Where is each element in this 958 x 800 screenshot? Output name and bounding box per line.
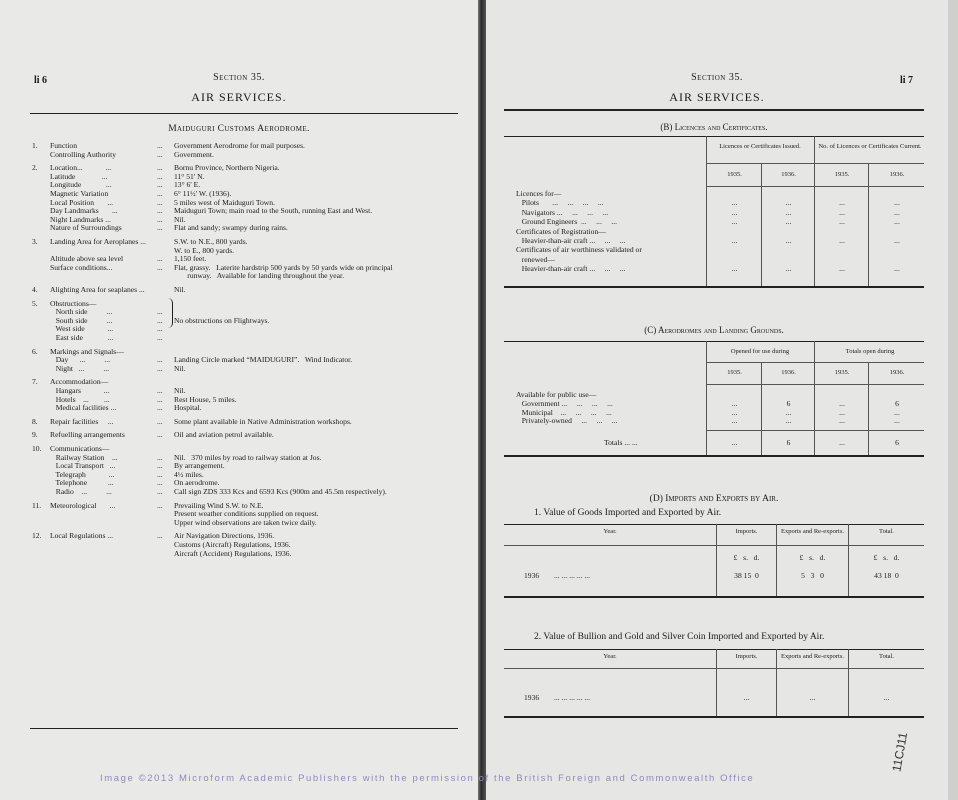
item-value: Aircraft (Accident) Regulations, 1936.: [174, 548, 292, 558]
item-value: Oil and aviation petrol available.: [174, 430, 274, 440]
table-cell: ...: [785, 416, 792, 426]
totals-cell: 6: [895, 438, 899, 447]
value-cell: 43 18 0: [874, 571, 899, 580]
item-number: 6.: [32, 346, 38, 356]
licences-issued-header: Licences or Certificates Issued.: [719, 143, 801, 150]
item-value: Rest House, 5 miles.: [174, 394, 237, 404]
item-dots: ...: [157, 315, 163, 325]
value-cell: ...: [883, 693, 890, 702]
table-cell: ...: [785, 207, 792, 217]
left-page-title: AIR SERVICES.: [191, 90, 287, 104]
item-dots: ...: [157, 531, 163, 541]
item-label: Latitude ...: [50, 171, 108, 181]
table-row-label: Pilots ... ... ... ...: [516, 198, 604, 208]
table-cell: ...: [785, 264, 792, 274]
item-dots: ...: [157, 333, 163, 342]
table-cell: ...: [731, 217, 738, 227]
item-label: Telegraph ...: [50, 469, 115, 479]
table-row-label: Heavier-than-air craft ... ... ...: [516, 236, 626, 245]
item-value: No obstructions on Flightways.: [174, 315, 270, 325]
item-dots: ...: [157, 189, 163, 198]
aer-hline: [706, 384, 924, 385]
aer-hline: [706, 362, 924, 363]
table-cell: ...: [785, 198, 792, 208]
table-cell: ...: [785, 236, 792, 245]
item-value: Some plant available in Native Administration workshops.: [174, 416, 352, 426]
year-header: 1935.: [727, 369, 742, 376]
right-page-number: li 7: [900, 75, 914, 86]
item-value: Government Aerodrome for mail purposes.: [174, 141, 305, 150]
item-dots: ...: [157, 223, 163, 233]
item-dots: ...: [157, 141, 163, 150]
bullion-hline: [504, 668, 924, 669]
value-cell: ...: [743, 693, 750, 702]
item-label: Location... ...: [50, 163, 112, 173]
item-value: 4½ miles.: [174, 469, 204, 479]
left-title-rule: [30, 113, 458, 114]
item-dots: ...: [157, 394, 163, 404]
item-label: Nature of Surroundings: [50, 223, 122, 233]
item-label: Meteorological ...: [50, 500, 116, 510]
item-label: Controlling Authority: [50, 149, 117, 159]
goods-hline: [504, 545, 924, 546]
aer-hline: [706, 430, 924, 431]
item-dots: ...: [157, 416, 163, 426]
item-dots: ...: [157, 197, 163, 207]
item-label: Markings and Signals—: [50, 346, 124, 356]
item-number: 10.: [32, 444, 42, 453]
year-header: 1935.: [727, 171, 742, 178]
table-cell: ...: [894, 416, 900, 426]
aerodromes-heading: (C) Aerodromes and Landing Grounds.: [644, 325, 784, 335]
item-label: Radio ... ...: [50, 487, 112, 496]
table-cell: ...: [839, 416, 845, 426]
item-value: Flat and sandy; swampy during rains.: [174, 223, 288, 233]
table-cell: ...: [731, 207, 738, 217]
book-gutter: [478, 0, 486, 800]
licences-bottom-rule: [504, 286, 924, 288]
item-dots: ...: [157, 262, 163, 272]
item-value: Call sign ZDS 333 Kcs and 6593 Kcs (900m and 45.5m respectively).: [174, 487, 387, 496]
year-header: 1935.: [834, 171, 850, 178]
table-row-label: Certificates of air worthiness validated or: [516, 245, 642, 255]
item-label: Day Landmarks ...: [50, 206, 118, 216]
item-value: Flat, grassy. Laterite hardstrip 500 yards by 50 yards wide on principal: [174, 262, 393, 272]
item-value: 11° 51' N.: [174, 171, 205, 181]
bullion-bottom-rule: [504, 716, 924, 718]
totals-open-header: Totals open during: [845, 348, 895, 355]
item-number: 8.: [32, 416, 38, 426]
table-row-label: Available for public use—: [516, 390, 597, 399]
item-value: Customs (Aircraft) Regulations, 1936.: [174, 540, 291, 549]
item-label: Repair facilities ...: [50, 416, 114, 426]
item-dots: ...: [157, 206, 163, 216]
table-cell: ...: [894, 407, 900, 417]
table-row-label: Privately-owned ... ... ...: [516, 416, 618, 426]
left-page: [0, 0, 478, 800]
column-header: Total.: [879, 653, 894, 660]
item-value: Present weather conditions supplied on request.: [174, 509, 319, 519]
table-cell: ...: [731, 198, 738, 208]
item-dots: ...: [157, 149, 163, 159]
lic-vline: [706, 136, 707, 286]
left-bottom-rule: [30, 728, 458, 729]
right-page: [486, 0, 948, 800]
left-section-label: Section 35.: [213, 72, 265, 83]
table-row-label: Certificates of Registration—: [516, 226, 606, 236]
lic-vline: [761, 163, 762, 286]
right-page-title: AIR SERVICES.: [669, 90, 765, 104]
table-cell: ...: [894, 207, 900, 217]
item-number: 11.: [32, 500, 42, 510]
aerodromes-top-rule: [504, 341, 924, 342]
item-number: 7.: [32, 377, 38, 387]
aer-vline: [814, 341, 815, 455]
table-cell: ...: [894, 217, 900, 227]
item-value: Upper wind observations are taken twice daily.: [174, 517, 317, 527]
table-cell: ...: [894, 264, 900, 274]
table-row-label: Government ... ... ... ...: [516, 398, 613, 408]
item-value: Government.: [174, 149, 214, 159]
item-label: Altitude above sea level: [50, 254, 124, 264]
totals-label: Totals ... ...: [604, 438, 638, 447]
table-row-label: Navigators ... ... ... ...: [516, 207, 609, 217]
goods-bottom-rule: [504, 596, 924, 598]
year-header: 1935.: [834, 369, 850, 376]
item-value: By arrangement.: [174, 461, 225, 471]
table-cell: ...: [785, 407, 792, 417]
column-header: Exports and Re-exports.: [780, 653, 844, 660]
item-value: Bornu Province, Northern Nigeria.: [174, 163, 280, 173]
table-cell: 6: [786, 398, 791, 408]
table-cell: ...: [839, 217, 845, 227]
item-label: Refuelling arrangements: [50, 430, 125, 440]
licences-current-header: No. of Licences or Certificates Current.: [818, 143, 922, 150]
item-value: Landing Circle marked “MAIDUGURI”. Wind Indicator.: [174, 355, 353, 365]
table-cell: ...: [731, 416, 738, 426]
item-label: Medical facilities ...: [50, 403, 117, 413]
item-number: 3.: [32, 237, 38, 246]
column-header: Year.: [603, 653, 617, 660]
licences-heading: (B) Licences and Certificates.: [660, 122, 768, 132]
units-cell: £ s. d.: [733, 553, 760, 562]
table-cell: ...: [731, 398, 738, 408]
imports-heading: (D) Imports and Exports by Air.: [649, 494, 779, 504]
item-dots: ...: [157, 254, 163, 264]
item-dots: ...: [157, 452, 163, 462]
item-dots: ...: [157, 324, 163, 334]
item-value: Nil.: [174, 285, 186, 294]
column-header: Year.: [603, 528, 617, 535]
item-dots: ...: [157, 214, 163, 224]
item-label: Accommodation—: [50, 377, 109, 387]
item-dots: ...: [157, 355, 163, 365]
table-cell: ...: [839, 198, 845, 208]
goods-subheading: 1. Value of Goods Imported and Exported by Air.: [534, 508, 722, 518]
item-label: South side ...: [50, 315, 113, 325]
item-value: 6° 11½' W. (1936).: [174, 189, 232, 198]
item-value: Nil. 370 miles by road to railway station at Jos.: [174, 452, 322, 462]
item-dots: ...: [157, 461, 163, 471]
item-label: Local Position ...: [50, 197, 114, 207]
value-cell: 38 15 0: [734, 571, 759, 580]
item-number: 1.: [32, 141, 38, 150]
item-number: 5.: [32, 298, 38, 308]
item-number: 4.: [32, 285, 38, 294]
item-value: Hospital.: [174, 403, 202, 413]
item-label: Magnetic Variation: [50, 189, 109, 198]
item-dots: ...: [157, 487, 163, 496]
table-cell: 6: [895, 398, 899, 408]
goods-top-rule: [504, 524, 924, 525]
item-dots: ...: [157, 171, 163, 181]
table-cell: ...: [894, 198, 900, 208]
goods-year: 1936: [524, 571, 540, 580]
totals-cell: ...: [839, 438, 845, 447]
item-label: Longitude ...: [50, 180, 112, 190]
item-label: Local Regulations ...: [50, 531, 114, 541]
lic-vline: [814, 136, 815, 286]
table-cell: ...: [894, 236, 900, 245]
column-header: Total.: [879, 528, 894, 535]
column-header: Imports.: [735, 528, 758, 535]
item-label: Alighting Area for seaplanes ...: [50, 285, 145, 294]
year-header: 1936.: [781, 171, 796, 178]
table-cell: ...: [839, 398, 845, 408]
item-label: Night Landmarks ...: [50, 214, 111, 224]
item-dots: ...: [157, 430, 163, 440]
column-header: Exports and Re-exports.: [780, 528, 844, 535]
aer-vline: [706, 341, 707, 455]
units-cell: £ s. d.: [799, 553, 826, 562]
licences-top-rule: [504, 136, 924, 137]
units-cell: £ s. d.: [873, 553, 900, 562]
item-value: Nil.: [174, 386, 186, 395]
item-value: On aerodrome.: [174, 478, 220, 488]
item-value: W. to E., 800 yards.: [174, 245, 235, 255]
item-label: Railway Station ...: [50, 452, 118, 462]
item-value: S.W. to N.E., 800 yards.: [174, 237, 248, 246]
bullion-year: 1936: [524, 693, 540, 702]
item-dots: ...: [157, 403, 163, 413]
table-row-label: Municipal ... ... ... ...: [516, 407, 612, 417]
year-header: 1936.: [889, 369, 905, 376]
obstructions-brace: [168, 298, 173, 328]
aer-vline: [868, 362, 869, 455]
right-page-edge: [948, 0, 958, 800]
table-row-label: Ground Engineers ... ... ...: [516, 217, 618, 227]
item-label: East side ...: [50, 333, 114, 342]
totals-cell: ...: [731, 438, 738, 447]
item-value: Maiduguri Town; main road to the South, running East and West.: [174, 206, 373, 216]
bullion-year-dots: ... ... ... ... ...: [554, 693, 591, 702]
year-header: 1936.: [889, 171, 905, 178]
item-label: Night ... ...: [50, 363, 110, 373]
table-row-label: Licences for—: [516, 189, 562, 198]
handwritten-reference: 11CJ11: [889, 731, 911, 773]
item-value: Nil.: [174, 363, 186, 373]
table-row-label: Heavier-than-air craft ... ... ...: [516, 264, 626, 274]
item-label: Surface conditions...: [50, 262, 113, 272]
aerodromes-bottom-rule: [504, 455, 924, 457]
left-page-number: li 6: [34, 75, 48, 86]
table-cell: ...: [839, 236, 845, 245]
item-label: Function: [50, 141, 78, 150]
table-cell: ...: [731, 264, 738, 274]
copyright-watermark: Image ©2013 Microform Academic Publishers with the permission of the British Foreign and Commonwealth Office: [100, 773, 755, 784]
item-value: Prevailing Wind S.W. to N.E.: [174, 500, 264, 510]
table-row-label: renewed—: [516, 254, 556, 264]
value-cell: 5 3 0: [801, 571, 824, 580]
bullion-top-rule: [504, 649, 924, 650]
item-dots: ...: [157, 500, 163, 510]
item-dots: ...: [157, 478, 163, 488]
item-dots: ...: [157, 469, 163, 479]
aerodrome-heading: Maiduguri Customs Aerodrome.: [168, 124, 310, 134]
item-value: Nil.: [174, 214, 186, 224]
item-number: 12.: [32, 531, 42, 541]
column-header: Imports.: [735, 653, 758, 660]
goods-year-dots: ... ... ... ... ...: [554, 571, 591, 580]
item-value: 13° 6' E.: [174, 180, 201, 190]
item-label: Hangars ...: [50, 386, 110, 395]
item-label: Telephone ...: [50, 478, 114, 488]
lic-hline: [706, 186, 924, 187]
lic-hline: [706, 163, 924, 164]
lic-vline: [868, 163, 869, 286]
item-label: Local Transport ...: [50, 461, 116, 471]
item-dots: ...: [157, 163, 163, 173]
year-header: 1936.: [781, 369, 796, 376]
item-label: Hotels ... ...: [50, 394, 110, 404]
item-label: West side ...: [50, 324, 114, 334]
item-value: 5 miles west of Maiduguri Town.: [174, 197, 275, 207]
table-cell: ...: [731, 407, 738, 417]
bullion-subheading: 2. Value of Bullion and Gold and Silver Coin Imported and Exported by Air.: [534, 632, 825, 642]
table-cell: ...: [839, 207, 845, 217]
opened-header: Opened for use during: [730, 348, 790, 355]
item-label: Communications—: [50, 444, 110, 453]
item-dots: ...: [157, 307, 163, 317]
table-cell: ...: [839, 407, 845, 417]
table-cell: ...: [731, 236, 738, 245]
right-section-label: Section 35.: [691, 72, 743, 83]
item-dots: ...: [157, 180, 163, 190]
item-label: North side ...: [50, 307, 113, 317]
value-cell: ...: [809, 693, 816, 702]
right-title-rule: [504, 109, 924, 111]
item-value: 1,150 feet.: [174, 254, 207, 264]
table-cell: ...: [785, 217, 792, 227]
aer-vline: [761, 362, 762, 455]
item-value: runway. Available for landing throughout the year.: [174, 271, 344, 281]
item-label: Obstructions—: [50, 298, 97, 308]
item-label: Day ... ...: [50, 355, 111, 365]
item-dots: ...: [157, 363, 163, 373]
item-number: 9.: [32, 430, 38, 440]
item-dots: ...: [157, 386, 163, 395]
item-label: Landing Area for Aeroplanes ...: [50, 237, 146, 246]
item-number: 2.: [32, 163, 38, 173]
item-value: Air Navigation Directions, 1936.: [174, 531, 275, 541]
table-cell: ...: [839, 264, 845, 274]
totals-cell: 6: [786, 438, 791, 447]
